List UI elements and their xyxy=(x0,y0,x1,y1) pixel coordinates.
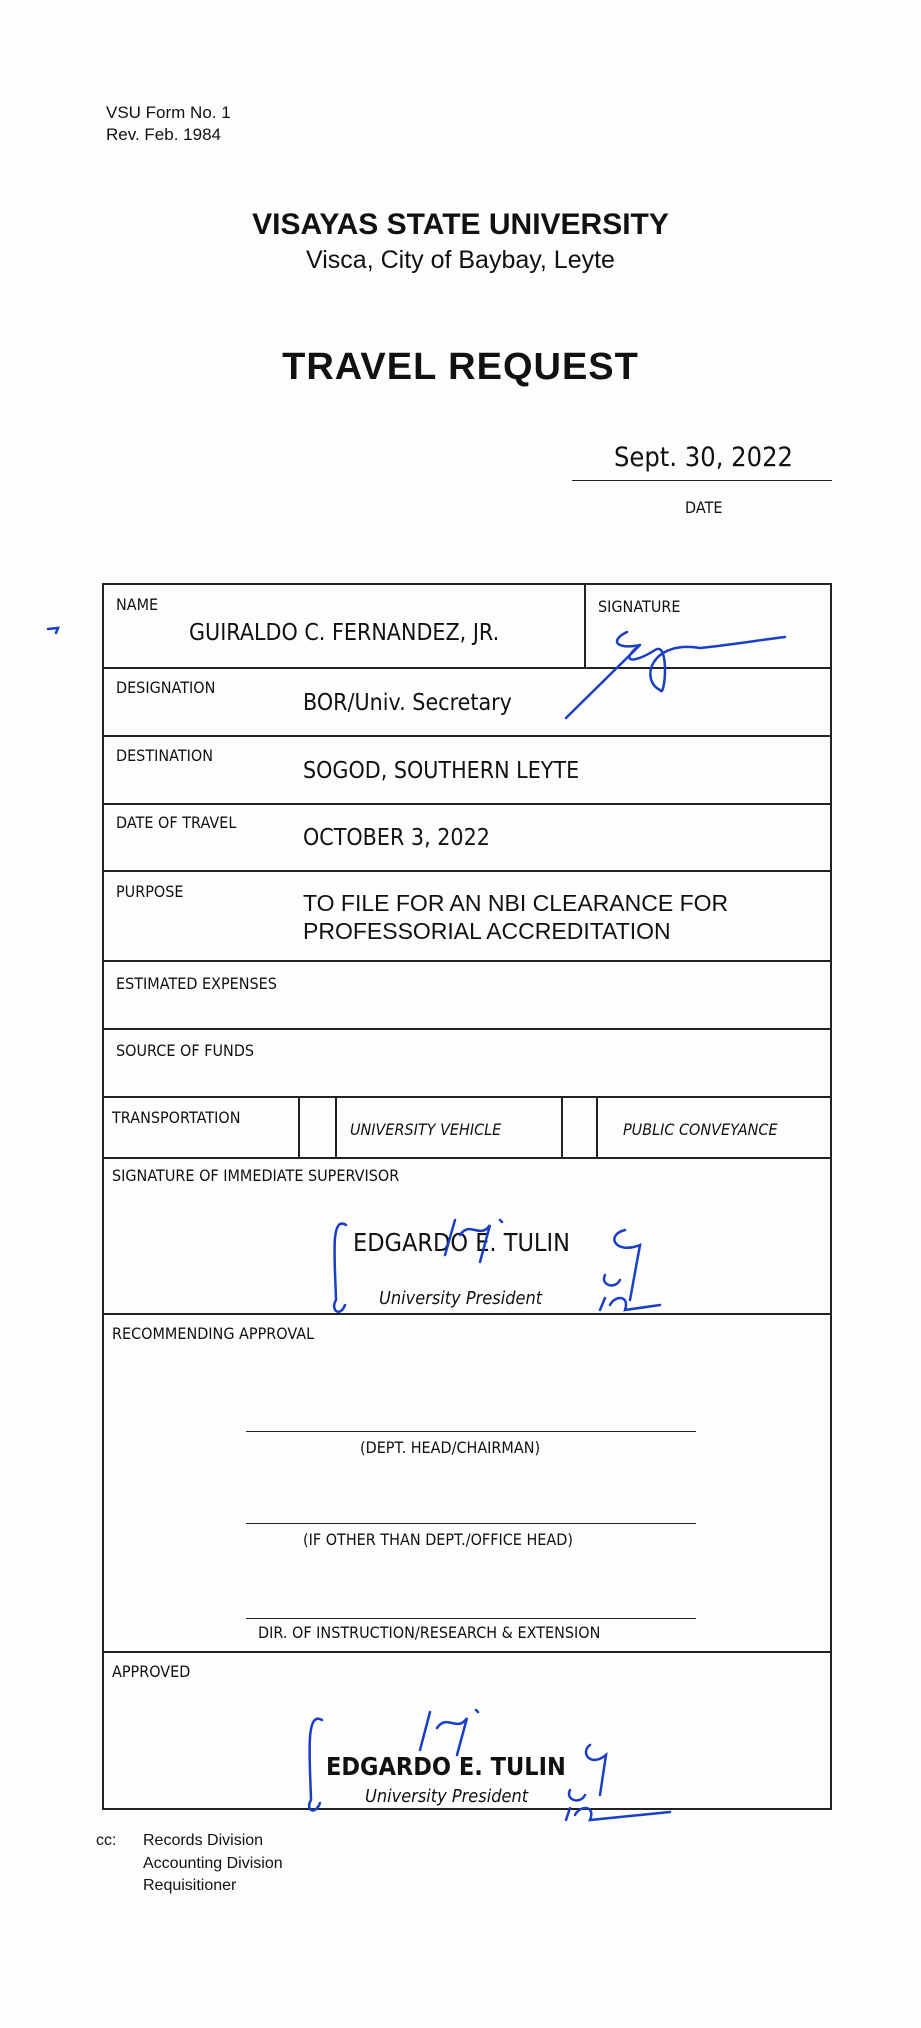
estimated-expenses-label: ESTIMATED EXPENSES xyxy=(116,974,277,993)
form-number: VSU Form No. 1 xyxy=(106,103,231,122)
purpose-label: PURPOSE xyxy=(116,882,184,901)
cc-item: Records Division xyxy=(143,1832,264,1849)
approver-signature xyxy=(309,1710,670,1820)
dept-head-label: (DEPT. HEAD/CHAIRMAN) xyxy=(360,1438,541,1457)
director-label: DIR. OF INSTRUCTION/RESEARCH & EXTENSION xyxy=(258,1623,601,1642)
requester-signature xyxy=(566,632,785,718)
designation-label: DESIGNATION xyxy=(116,678,216,697)
date-value: Sept. 30, 2022 xyxy=(614,442,793,473)
page-title: TRAVEL REQUEST xyxy=(282,346,639,388)
date-label: DATE xyxy=(685,498,723,517)
purpose-line-2: PROFESSORIAL ACCREDITATION xyxy=(303,918,671,944)
supervisor-name: EDGARDO E. TULIN xyxy=(353,1228,570,1257)
destination-label: DESTINATION xyxy=(116,746,214,765)
date-of-travel-label: DATE OF TRAVEL xyxy=(116,813,237,832)
signature-label: SIGNATURE xyxy=(598,597,681,616)
supervisor-signature xyxy=(334,1220,660,1312)
approver-title: University President xyxy=(365,1786,529,1807)
cc-label: cc: xyxy=(96,1832,117,1849)
cc-item: Accounting Division xyxy=(143,1855,283,1872)
supervisor-title: University President xyxy=(379,1288,543,1309)
university-vehicle-option: UNIVERSITY VEHICLE xyxy=(350,1120,502,1139)
supervisor-signature-label: SIGNATURE OF IMMEDIATE SUPERVISOR xyxy=(112,1166,400,1185)
transportation-label: TRANSPORTATION xyxy=(112,1108,241,1127)
name-value: GUIRALDO C. FERNANDEZ, JR. xyxy=(189,620,500,646)
source-of-funds-label: SOURCE OF FUNDS xyxy=(116,1041,255,1060)
other-head-label: (IF OTHER THAN DEPT./OFFICE HEAD) xyxy=(303,1530,573,1549)
revision: Rev. Feb. 1984 xyxy=(106,125,221,144)
university-address: Visca, City of Baybay, Leyte xyxy=(306,246,615,274)
university-name: VISAYAS STATE UNIVERSITY xyxy=(252,208,669,241)
recommending-approval-label: RECOMMENDING APPROVAL xyxy=(112,1324,315,1343)
purpose-line-1: TO FILE FOR AN NBI CLEARANCE FOR xyxy=(303,890,729,916)
date-of-travel-value: OCTOBER 3, 2022 xyxy=(303,825,490,851)
cc-item: Requisitioner xyxy=(143,1877,237,1894)
approver-name: EDGARDO E. TULIN xyxy=(326,1752,566,1781)
destination-value: SOGOD, SOUTHERN LEYTE xyxy=(303,758,580,784)
margin-mark xyxy=(48,628,58,633)
designation-value: BOR/Univ. Secretary xyxy=(303,690,512,716)
approved-label: APPROVED xyxy=(112,1662,191,1681)
public-conveyance-option: PUBLIC CONVEYANCE xyxy=(623,1120,778,1139)
name-label: NAME xyxy=(116,595,159,614)
